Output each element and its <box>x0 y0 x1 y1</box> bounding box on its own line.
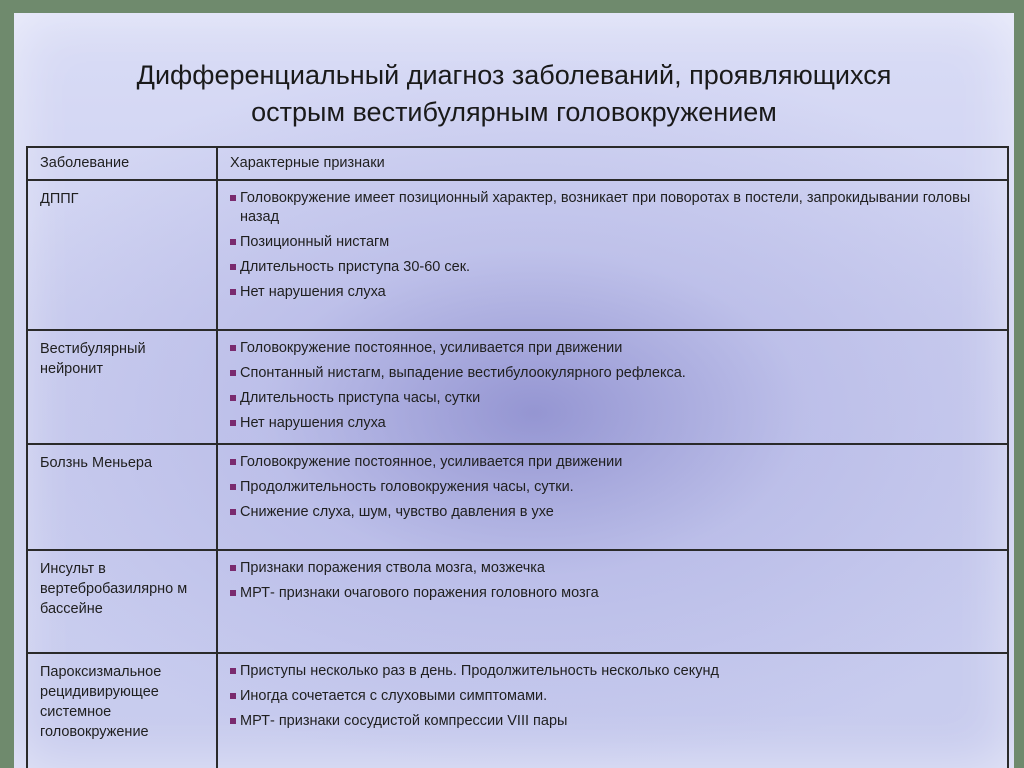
disease-name: Инсульт в вертебробазилярно м бассейне <box>40 561 188 617</box>
sign-item <box>230 283 999 302</box>
table-row <box>27 180 1008 330</box>
signs-list <box>230 662 999 731</box>
disease-cell <box>27 653 217 768</box>
column-header-disease: Заболевание <box>27 147 217 180</box>
sign-item <box>230 233 999 252</box>
sign-item <box>230 364 999 383</box>
disease-cell <box>27 180 217 330</box>
sign-item <box>230 559 999 578</box>
square-bullet-icon <box>230 484 236 490</box>
signs-cell <box>217 444 1008 550</box>
sign-item <box>230 414 999 433</box>
signs-list <box>230 453 999 522</box>
signs-list <box>230 559 999 603</box>
sign-item <box>230 503 999 522</box>
square-bullet-icon <box>230 420 236 426</box>
sign-item <box>230 453 999 472</box>
disease-name: Вестибулярный нейронит <box>40 341 146 377</box>
sign-text: Иногда сочетается с слуховыми симптомами. <box>240 688 548 704</box>
table-row <box>27 653 1008 768</box>
disease-cell <box>27 444 217 550</box>
column-header-signs: Характерные признаки <box>217 147 1008 180</box>
sign-item <box>230 584 999 603</box>
signs-list <box>230 189 999 302</box>
square-bullet-icon <box>230 289 236 295</box>
sign-item <box>230 687 999 706</box>
sign-text: Снижение слуха, шум, чувство давления в ухе <box>240 504 554 520</box>
square-bullet-icon <box>230 395 236 401</box>
sign-item <box>230 478 999 497</box>
sign-item <box>230 339 999 358</box>
disease-name: Пароксизмальное рецидивирующее системное головокружение <box>40 664 162 740</box>
square-bullet-icon <box>230 459 236 465</box>
sign-text: Нет нарушения слуха <box>240 415 386 431</box>
disease-name: ДППГ <box>40 191 79 207</box>
sign-item <box>230 258 999 277</box>
signs-cell <box>217 653 1008 768</box>
sign-text: Позиционный нистагм <box>240 234 390 250</box>
signs-list <box>230 339 999 433</box>
sign-item <box>230 189 999 227</box>
square-bullet-icon <box>230 509 236 515</box>
sign-item <box>230 662 999 681</box>
square-bullet-icon <box>230 590 236 596</box>
signs-cell <box>217 330 1008 444</box>
sign-text: Спонтанный нистагм, выпадение вестибулоокулярного рефлекса. <box>240 365 686 381</box>
square-bullet-icon <box>230 195 236 201</box>
sign-text: Головокружение постоянное, усиливается при движении <box>240 454 623 470</box>
square-bullet-icon <box>230 345 236 351</box>
slide-title-line-1: Дифференциальный диагноз заболеваний, проявляющихся <box>136 60 892 90</box>
sign-item <box>230 712 999 731</box>
sign-item <box>230 389 999 408</box>
slide-title <box>14 57 1014 131</box>
table-row <box>27 444 1008 550</box>
differential-diagnosis-table <box>26 146 1009 768</box>
signs-cell <box>217 550 1008 653</box>
table-row <box>27 330 1008 444</box>
square-bullet-icon <box>230 264 236 270</box>
table-row <box>27 550 1008 653</box>
square-bullet-icon <box>230 718 236 724</box>
sign-text: Признаки поражения ствола мозга, мозжечка <box>240 560 545 576</box>
sign-text: Приступы несколько раз в день. Продолжительность несколько секунд <box>240 663 719 679</box>
sign-text: Нет нарушения слуха <box>240 284 386 300</box>
square-bullet-icon <box>230 370 236 376</box>
signs-cell <box>217 180 1008 330</box>
sign-text: МРТ- признаки сосудистой компрессии VIII пары <box>240 713 568 729</box>
sign-text: Длительность приступа 30-60 сек. <box>240 259 471 275</box>
slide-title-line-2: острым вестибулярным головокружением <box>251 97 777 127</box>
disease-cell <box>27 550 217 653</box>
sign-text: Головокружение имеет позиционный характер, возникает при поворотах в постели, запрокидывании головы назад <box>240 190 971 225</box>
table-header-row <box>27 147 1008 180</box>
disease-cell <box>27 330 217 444</box>
sign-text: МРТ- признаки очагового поражения головного мозга <box>240 585 599 601</box>
square-bullet-icon <box>230 239 236 245</box>
sign-text: Длительность приступа часы, сутки <box>240 390 481 406</box>
slide <box>14 13 1014 768</box>
square-bullet-icon <box>230 565 236 571</box>
square-bullet-icon <box>230 693 236 699</box>
sign-text: Продолжительность головокружения часы, сутки. <box>240 479 574 495</box>
disease-name: Болзнь Меньера <box>40 455 153 471</box>
square-bullet-icon <box>230 668 236 674</box>
sign-text: Головокружение постоянное, усиливается при движении <box>240 340 623 356</box>
